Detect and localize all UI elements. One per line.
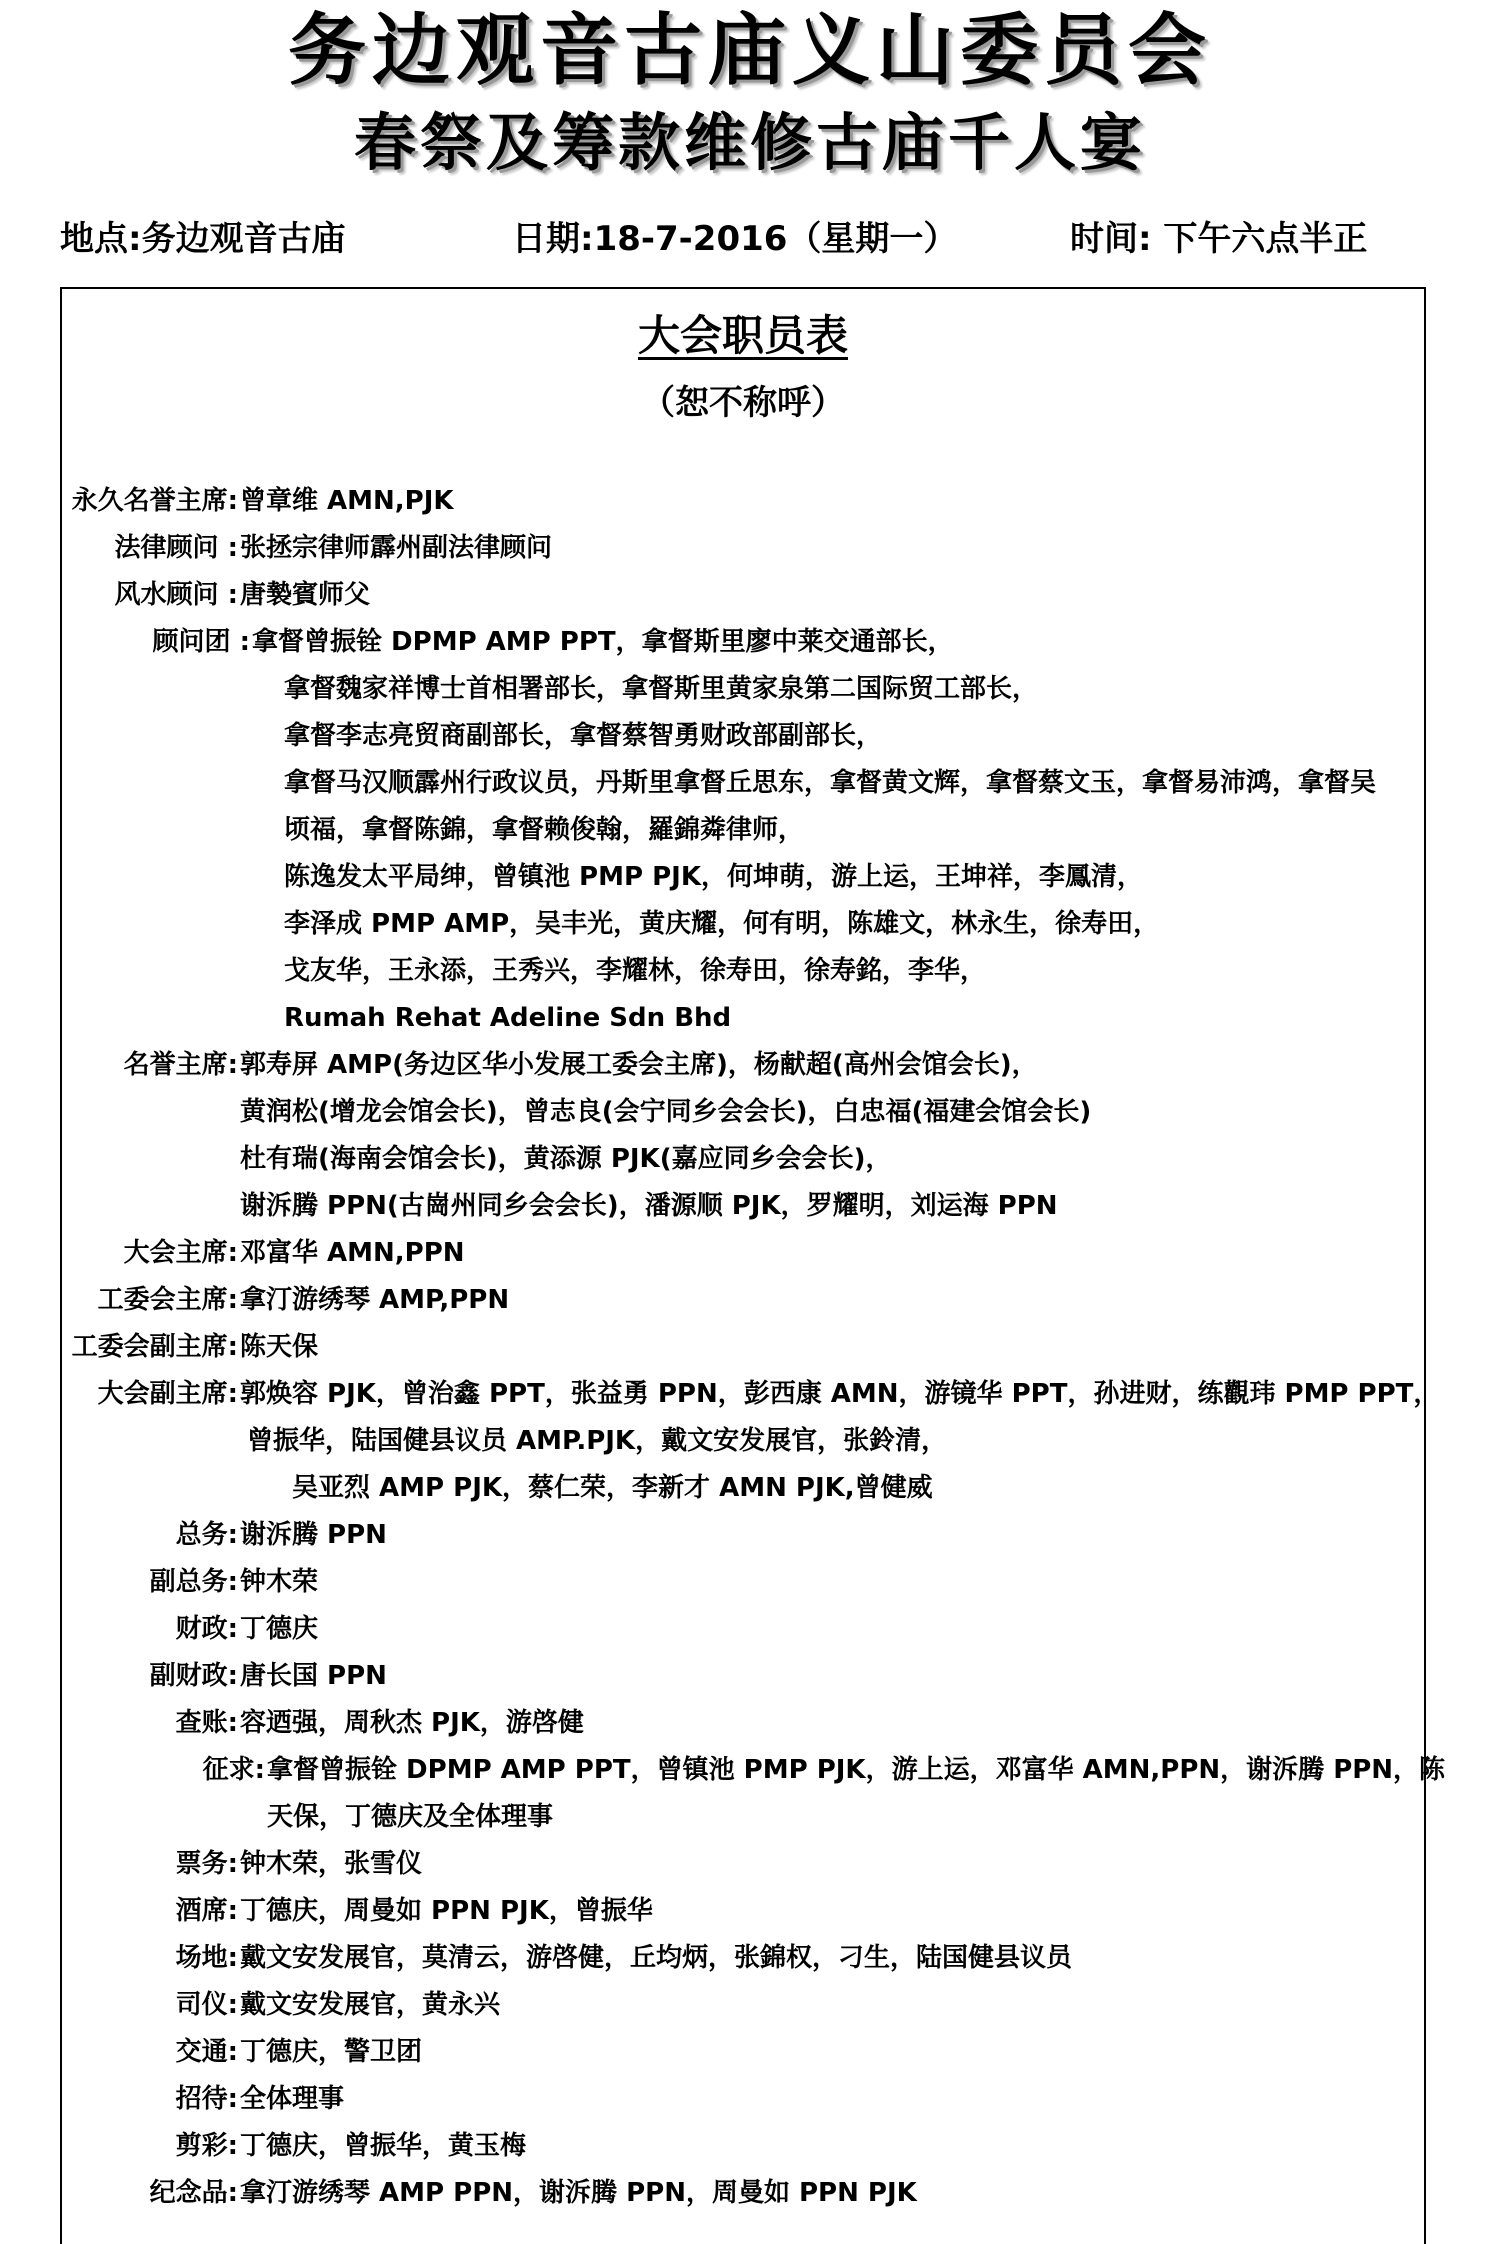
committee-member-names: 拿督曾振铨 DPMP AMP PPT，拿督斯里廖中莱交通部长， — [252, 627, 954, 657]
committee-entry-line — [62, 1042, 1424, 1089]
committee-entry-line — [62, 1277, 1424, 1324]
committee-role-label: 酒席: — [175, 1896, 238, 1926]
committee-role-label: 大会主席: — [123, 1238, 238, 1268]
committee-entry-line — [62, 478, 1424, 525]
committee-entry-line — [62, 854, 1424, 901]
committee-role-label: 法律顾问 : — [114, 533, 238, 563]
committee-entry-line — [62, 1559, 1424, 1606]
committee-entry-line — [62, 2029, 1424, 2076]
committee-member-names: 吴亚烈 AMP PJK，蔡仁荣，李新才 AMN PJK,曾健威 — [292, 1473, 933, 1503]
committee-role-label: 招待: — [175, 2084, 238, 2114]
committee-entry-line — [62, 1841, 1424, 1888]
committee-member-names: 拿督曾振铨 DPMP AMP PPT，曾镇池 PMP PJK，游上运，邓富华 AMN,PPN，谢泝腾 PPN，陈 — [267, 1755, 1446, 1785]
event-time: 时间: 下午六点半正 — [1070, 219, 1368, 259]
committee-member-names: 拿督马汉顺霹州行政议员，丹斯里拿督丘思东，拿督黄文辉，拿督蔡文玉，拿督易沛鸿，拿督吴 — [284, 768, 1377, 798]
committee-entry-line — [62, 807, 1424, 854]
committee-entry-line — [62, 1653, 1424, 1700]
committee-member-names: 丁德庆，警卫团 — [240, 2037, 423, 2067]
committee-member-names: 拿汀游绣琴 AMP PPN，谢泝腾 PPN，周曼如 PPN PJK — [240, 2178, 917, 2208]
committee-member-names: 顷福，拿督陈錦，拿督赖俊翰，羅錦粦律师， — [284, 815, 805, 845]
committee-member-names: 陈逸发太平局绅，曾镇池 PMP PJK，何坤萌，游上运，王坤祥，李鳳清， — [284, 862, 1143, 892]
committee-role-label: 查账: — [175, 1708, 238, 1738]
event-date: 日期:18-7-2016（星期一） — [512, 219, 958, 259]
committee-entry-line — [62, 1324, 1424, 1371]
committee-list-title-text: 大会职员表 — [637, 311, 848, 360]
committee-entry-line — [62, 948, 1424, 995]
committee-entry-line — [62, 1089, 1424, 1136]
committee-entry-line — [62, 1888, 1424, 1935]
committee-role-label: 顾问团 : — [152, 627, 250, 657]
committee-member-names: 拿汀游绣琴 AMP,PPN — [240, 1285, 510, 1315]
committee-member-names: 钟木荣，张雪仪 — [240, 1849, 423, 1879]
committee-role-label: 纪念品: — [149, 2178, 238, 2208]
committee-member-names: 谢泝腾 PPN(古崗州同乡会会长)，潘源顺 PJK，罗耀明，刘运海 PPN — [240, 1191, 1058, 1221]
committee-list-frame — [60, 287, 1446, 2244]
committee-member-names: 戴文安发展官，莫清云，游啓健，丘均炳，张錦权，刁生，陆国健县议员 — [240, 1943, 1073, 1973]
committee-entry-line — [62, 1418, 1424, 1465]
committee-member-names: 邓富华 AMN,PPN — [240, 1238, 465, 1268]
committee-member-names: 丁德庆，曾振华，黄玉梅 — [240, 2131, 527, 2161]
committee-member-names: 郭寿屏 AMP(务边区华小发展工委会主席)，杨献超(高州会馆会长)， — [240, 1050, 1038, 1080]
event-location: 地点:务边观音古庙 — [60, 219, 346, 259]
committee-entry-line — [62, 1935, 1424, 1982]
committee-member-names: Rumah Rehat Adeline Sdn Bhd — [284, 1003, 732, 1033]
committee-list-title — [62, 308, 1424, 364]
committee-entry-line — [62, 901, 1424, 948]
committee-role-label: 交通: — [175, 2037, 238, 2067]
committee-member-names: 李泽成 PMP AMP，吴丰光，黄庆耀，何有明，陈雄文，林永生，徐寿田， — [284, 909, 1160, 939]
committee-role-label: 场地: — [175, 1943, 238, 1973]
committee-member-names: 郭焕容 PJK，曾治鑫 PPT，张益勇 PPN，彭西康 AMN，游镜华 PPT，孙进财，练觀玮 PMP PPT， — [240, 1379, 1440, 1409]
committee-role-label: 征求: — [202, 1755, 265, 1785]
committee-entry-line — [62, 1512, 1424, 1559]
committee-entry-line — [62, 1230, 1424, 1277]
committee-entry-line — [62, 619, 1424, 666]
committee-member-names: 拿督魏家祥博士首相署部长，拿督斯里黄家泉第二国际贸工部长， — [284, 674, 1039, 704]
committee-role-label: 永久名誉主席: — [71, 486, 238, 516]
page-subtitle: 春祭及筹款维修古庙千人宴 — [353, 106, 1146, 179]
committee-entry-line — [62, 1136, 1424, 1183]
committee-role-label: 工委会主席: — [97, 1285, 238, 1315]
committee-member-names: 曾振华，陆国健县议员 AMP.PJK，戴文安发展官，张鈴清， — [247, 1426, 948, 1456]
committee-member-names: 杜有瑞(海南会馆会长)，黄添源 PJK(嘉应同乡会会长)， — [240, 1144, 892, 1174]
committee-role-label: 票务: — [175, 1849, 238, 1879]
committee-entry-line — [62, 2123, 1424, 2170]
committee-entry-line — [62, 2170, 1424, 2217]
committee-entry-line — [62, 1747, 1446, 1794]
committee-entry-line — [62, 713, 1424, 760]
committee-role-label: 剪彩: — [175, 2131, 238, 2161]
committee-entry-line — [62, 1465, 1424, 1512]
committee-member-names: 唐长国 PPN — [240, 1661, 387, 1691]
committee-entry-line — [62, 1700, 1424, 1747]
committee-role-label: 大会副主席: — [97, 1379, 238, 1409]
committee-role-label: 司仪: — [175, 1990, 238, 2020]
committee-entry-line — [62, 1794, 1424, 1841]
committee-member-names: 钟木荣 — [240, 1567, 319, 1597]
committee-member-names: 陈天保 — [240, 1332, 319, 1362]
committee-entry-line — [62, 1183, 1424, 1230]
committee-member-names: 丁德庆，周曼如 PPN PJK，曾振华 — [240, 1896, 653, 1926]
committee-list-subtitle: （恕不称呼） — [641, 383, 845, 423]
committee-member-names: 张拯宗律师霹州副法律顾问 — [240, 533, 553, 563]
committee-member-names: 黄润松(增龙会馆会长)，曾志良(会宁同乡会会长)，白忠福(福建会馆会长) — [240, 1097, 1092, 1127]
committee-member-names: 谢泝腾 PPN — [240, 1520, 387, 1550]
committee-member-names: 曾章维 AMN,PJK — [240, 486, 454, 516]
committee-entry-line — [62, 760, 1424, 807]
committee-role-label: 财政: — [175, 1614, 238, 1644]
committee-entry-line — [62, 995, 1424, 1042]
committee-role-label: 副总务: — [149, 1567, 238, 1597]
committee-member-names: 戴文安发展官，黄永兴 — [240, 1990, 501, 2020]
committee-role-label: 名誉主席: — [123, 1050, 238, 1080]
committee-member-names: 天保，丁德庆及全体理事 — [267, 1802, 554, 1832]
committee-role-label: 工委会副主席: — [71, 1332, 238, 1362]
committee-entry-line — [62, 1371, 1440, 1418]
committee-member-names: 丁德庆 — [240, 1614, 319, 1644]
committee-role-label: 总务: — [175, 1520, 238, 1550]
committee-role-label: 风水顾问 : — [114, 580, 238, 610]
committee-member-names: 全体理事 — [240, 2084, 345, 2114]
committee-entry-line — [62, 525, 1424, 572]
committee-role-label: 副财政: — [149, 1661, 238, 1691]
committee-entry-line — [62, 572, 1424, 619]
committee-member-names: 容迺强，周秋杰 PJK，游啓健 — [240, 1708, 584, 1738]
committee-entry-line — [62, 666, 1424, 713]
event-info-row — [60, 215, 1450, 263]
committee-member-names: 唐褺賓师父 — [240, 580, 371, 610]
committee-entry-line — [62, 1606, 1424, 1653]
page-title: 务边观音古庙义山委员会 — [287, 5, 1212, 96]
committee-entry-line — [62, 1982, 1424, 2029]
committee-member-names: 戈友华，王永添，王秀兴，李耀林，徐寿田，徐寿銘，李华， — [284, 956, 987, 986]
committee-member-names: 拿督李志亮贸商副部长，拿督蔡智勇财政部副部长， — [284, 721, 883, 751]
committee-entry-line — [62, 2076, 1424, 2123]
